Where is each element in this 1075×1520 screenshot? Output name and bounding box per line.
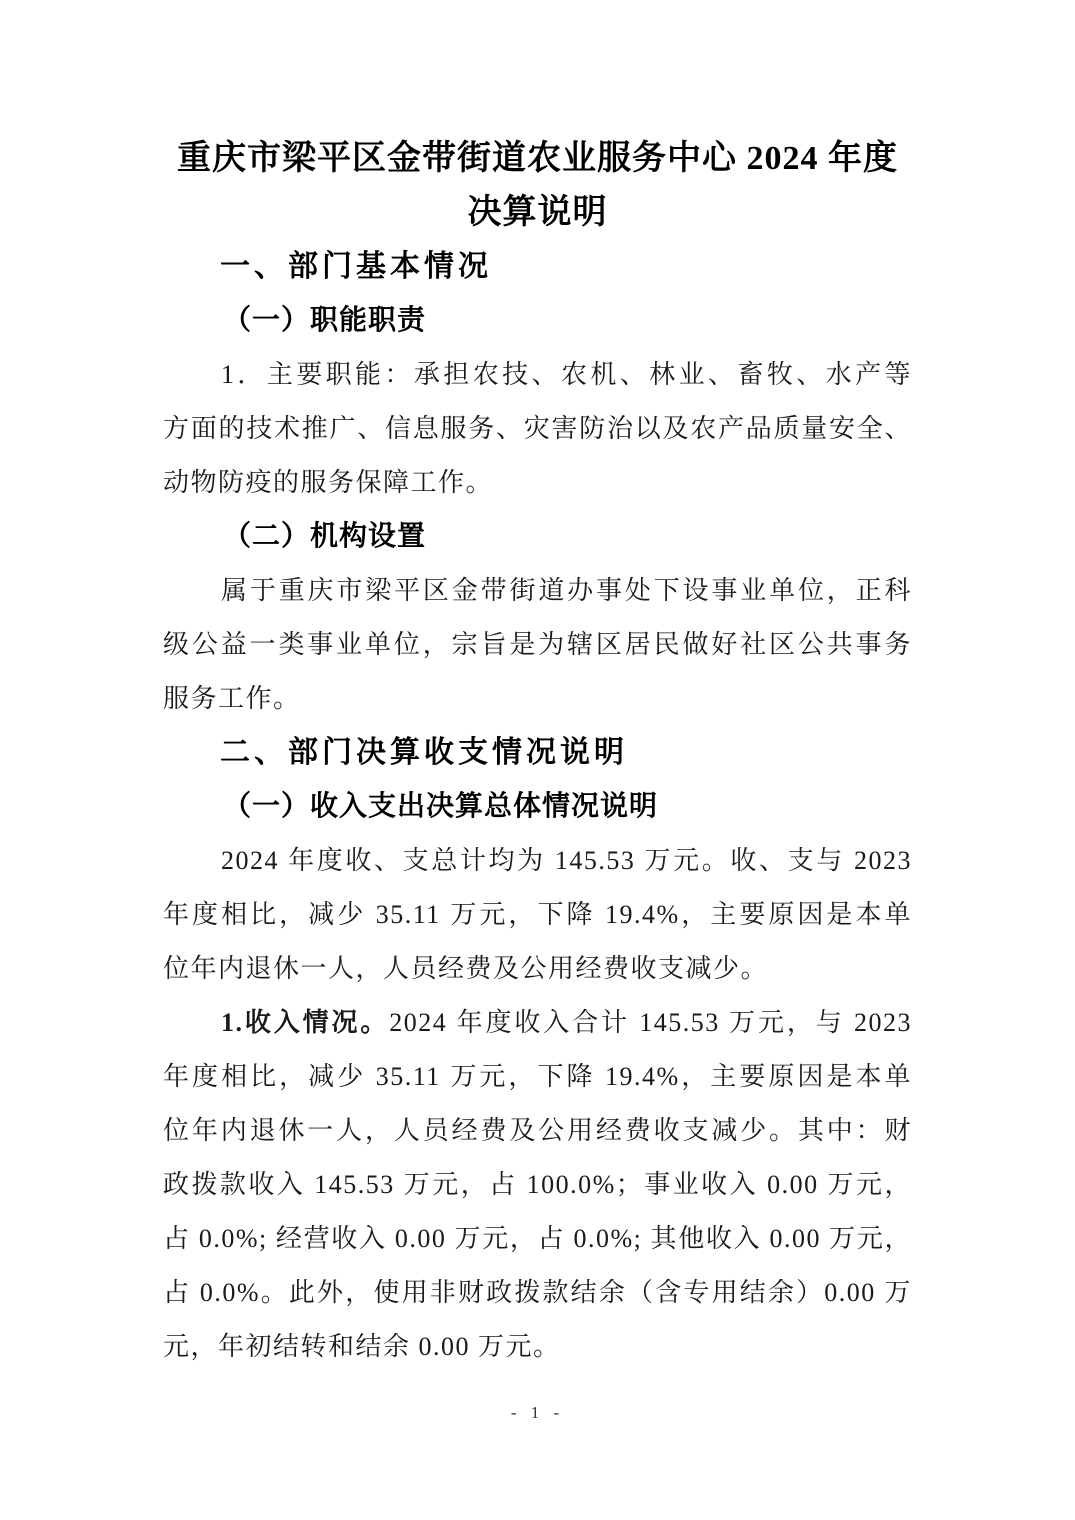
body-line: 1．主要职能：承担农技、农机、林业、畜牧、水产等 (221, 360, 912, 389)
paragraph-income (163, 996, 912, 1374)
title-line-1: 重庆市梁平区金带街道农业服务中心 2024 年度 (177, 140, 898, 177)
body-line: 占 0.0%。此外，使用非财政拨款结余（含专用结余）0.00 万 (163, 1278, 912, 1307)
heading-overview: （一）收入支出决算总体情况说明 (223, 791, 659, 822)
body-line: 年度相比，减少 35.11 万元，下降 19.4%，主要原因是本单 (163, 1062, 912, 1091)
page-number: - 1 - (510, 1403, 565, 1422)
body-line: 年度相比，减少 35.11 万元，下降 19.4%，主要原因是本单 (163, 900, 912, 929)
body-line: 方面的技术推广、信息服务、灾害防治以及农产品质量安全、 (163, 414, 912, 443)
body-line: 元，年初结转和结余 0.00 万元。 (163, 1332, 561, 1361)
body-line: 级公益一类事业单位，宗旨是为辖区居民做好社区公共事务 (163, 630, 912, 659)
paragraph-duties (163, 348, 912, 510)
body-line (163, 996, 912, 1050)
heading-budget-statement: 二、部门决算收支情况说明 (220, 736, 628, 769)
body-line: 位年内退休一人，人员经费及公用经费收支减少。其中：财 (163, 1116, 912, 1145)
body-line: 2024 年度收、支总计均为 145.53 万元。收、支与 2023 (221, 846, 912, 875)
heading-duties: （一）职能职责 (223, 305, 427, 336)
title-line-2: 决算说明 (467, 194, 608, 231)
body-line: 动物防疫的服务保障工作。 (163, 468, 494, 497)
body-line: 属于重庆市梁平区金带街道办事处下设事业单位，正科 (221, 576, 912, 605)
paragraph-overview (163, 834, 912, 996)
body-line: 服务工作。 (163, 684, 301, 713)
heading-org-setup: （二）机构设置 (223, 521, 427, 552)
body-line: 占 0.0%; 经营收入 0.00 万元，占 0.0%; 其他收入 0.00 万元， (163, 1224, 912, 1253)
paragraph-org-setup (163, 564, 912, 726)
income-first-line-rest: 2024 年度收入合计 145.53 万元，与 2023 (389, 1008, 912, 1037)
document-title (163, 132, 912, 240)
body-line: 位年内退休一人，人员经费及公用经费收支减少。 (163, 954, 769, 983)
heading-basic-info: 一、部门基本情况 (220, 250, 492, 283)
body-line: 政拨款收入 145.53 万元，占 100.0%；事业收入 0.00 万元， (163, 1170, 912, 1199)
income-lead-bold: 1.收入情况。 (221, 1008, 390, 1037)
